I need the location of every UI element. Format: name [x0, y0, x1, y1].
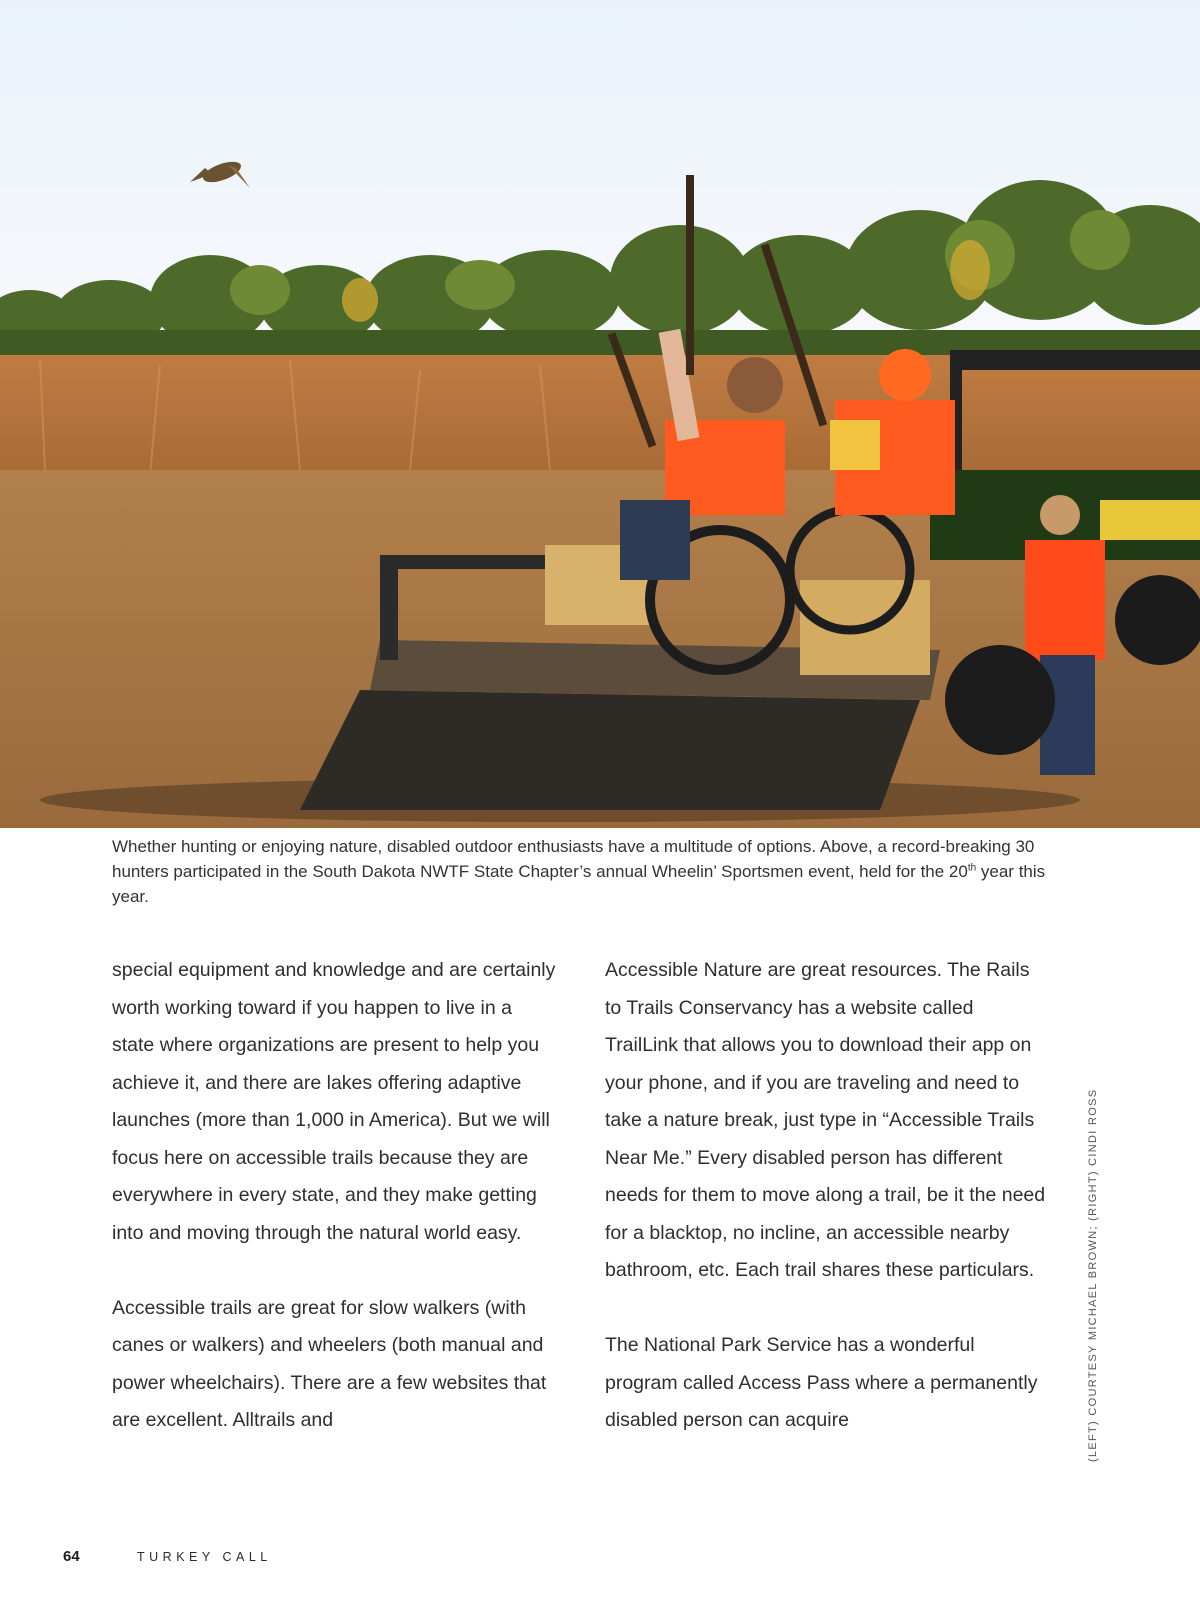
photo-caption: [112, 834, 1062, 909]
magazine-name: TURKEY CALL: [137, 1550, 272, 1564]
article-column-left: [112, 952, 557, 1440]
paragraph: Accessible Nature are great resources. The Rails to Trails Conservancy has a website called TrailLink that allows you to download their app on your phone, and if you are traveling and need to take a nature break, just type in “Accessible Trails Near Me.” Every disabled person has different needs for them to move along a trail, be it the need for a blacktop, no incline, an accessible nearby bathroom, etc. Each trail shares these particulars.: [605, 959, 1046, 1281]
paragraph: special equipment and knowledge and are certainly worth working toward if you happen to live in a state where organizations are present to help you achieve it, and there are lakes offering adaptive launches (more than 1,000 in America). But we will focus here on accessible trails because they are everywhere in every state, and they make getting into and moving through the natural world easy.: [112, 959, 556, 1244]
caption-tail: year this year.: [112, 862, 1046, 906]
article-column-right: [605, 952, 1050, 1440]
caption-text: Whether hunting or enjoying nature, disabled outdoor enthusiasts have a multitude of options. Above, a record-breaking 30 hunters participated in the South Dakota NWTF State Chapter’s annual Wheelin’ Sportsmen event, held for the 20: [112, 837, 1035, 881]
paragraph: Accessible trails are great for slow walkers (with canes or walkers) and wheelers (both manual and power wheelchairs). There are a few websites that are excellent. Alltrails and: [112, 1296, 547, 1431]
photo-credit: (LEFT) COURTESY MICHAEL BROWN; (RIGHT) CINDI ROSS: [1087, 1088, 1099, 1462]
caption-superscript: th: [967, 862, 977, 874]
page-number: 64: [63, 1548, 80, 1565]
paragraph: The National Park Service has a wonderful program called Access Pass where a permanently disabled person can acquire: [605, 1334, 1038, 1431]
